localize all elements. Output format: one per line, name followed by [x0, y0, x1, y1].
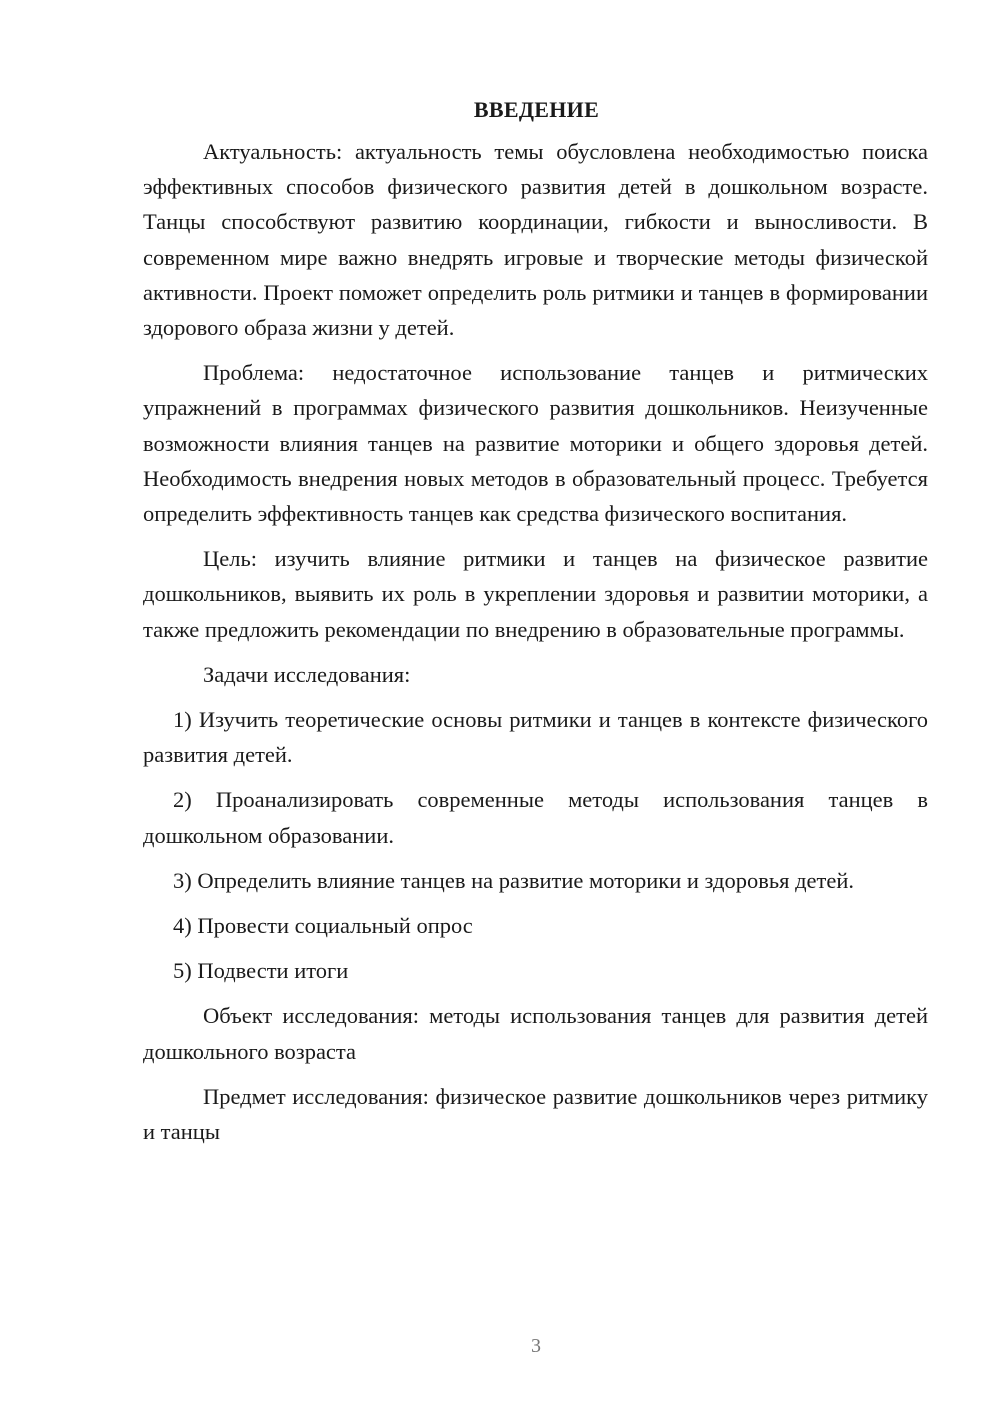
relevance-paragraph: Актуальность: актуальность темы обусловлена необходимостью поиска эффективных способов физического развития детей в дошкольном возрасте. Танцы способствуют развитию координации, гибкости и выносливости. В современном мире важно внедрять игровые и творческие методы физической активности. Проект поможет определить роль ритмики и танцев в формировании здорового образа жизни у детей. [143, 139, 928, 341]
task-item: 5) Подвести итоги [173, 958, 349, 984]
page-body [143, 96, 928, 1149]
page-number: 3 [531, 1335, 541, 1357]
object-paragraph: Объект исследования: методы использования танцев для развития детей дошкольного возраста [143, 1003, 928, 1064]
subject-paragraph: Предмет исследования: физическое развитие дошкольников через ритмику и танцы [143, 1083, 928, 1145]
task-item: 2) Проанализировать современные методы использования танцев в дошкольном образовании. [143, 787, 928, 848]
section-title: ВВЕДЕНИЕ [473, 97, 600, 122]
problem-paragraph: Проблема: недостаточное использование танцев и ритмических упражнений в программах физического развития дошкольников. Неизученные возможности влияния танцев на развитие моторики и общего здоровья детей. Необходимость внедрения новых методов в образовательный процесс. Требуется определить эффективность танцев как средства физического воспитания. [143, 360, 928, 527]
task-item: 3) Определить влияние танцев на развитие моторики и здоровья детей. [173, 867, 854, 893]
task-item: 1) Изучить теоретические основы ритмики и танцев в контексте физического развития детей. [143, 707, 928, 768]
task-item: 4) Провести социальный опрос [173, 913, 473, 939]
tasks-heading: Задачи исследования: [203, 661, 411, 687]
goal-paragraph: Цель: изучить влияние ритмики и танцев на физическое развитие дошкольников, выявить их роль в укреплении здоровья и развитии моторики, а также предложить рекомендации по внедрению в образовательные программы. [143, 546, 928, 642]
